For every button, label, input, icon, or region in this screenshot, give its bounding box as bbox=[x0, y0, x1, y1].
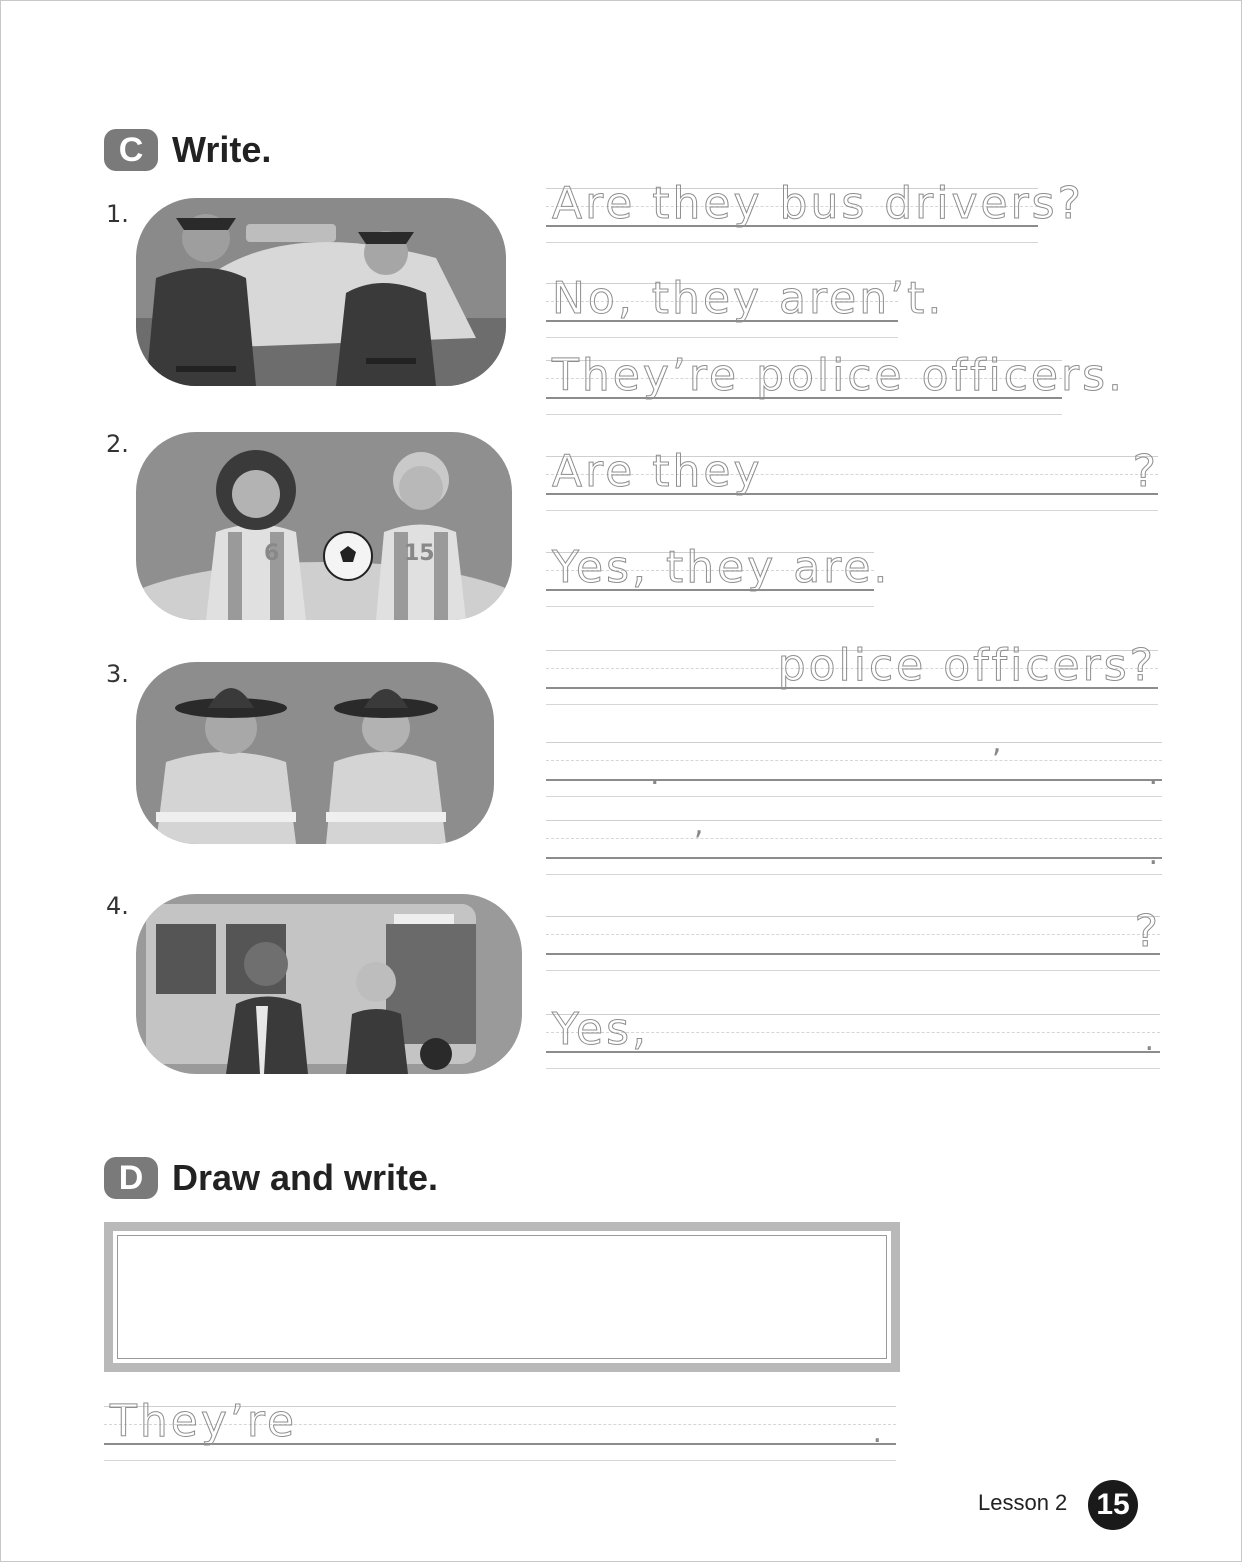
item-2-question-start: Are they bbox=[552, 446, 763, 497]
section-d-title: Draw and write. bbox=[172, 1157, 439, 1198]
drawing-area[interactable] bbox=[104, 1222, 900, 1372]
item-3-question-end: police officers? bbox=[777, 640, 1156, 691]
draw-sentence-line bbox=[104, 1396, 896, 1464]
item-2-answer-line bbox=[546, 542, 891, 610]
item-3-comma: , bbox=[992, 725, 1002, 760]
item-3-question-line bbox=[546, 640, 1158, 708]
section-c-badge: C bbox=[104, 129, 158, 171]
item-1-statement: They’re police officers. bbox=[552, 350, 1125, 401]
item-1-line-3 bbox=[546, 350, 1125, 418]
page-number: 15 bbox=[1088, 1480, 1138, 1530]
item-3-answer-line-1 bbox=[546, 725, 1162, 800]
jersey-number-right: 15 bbox=[404, 541, 435, 566]
item-3-period-2: . bbox=[1148, 757, 1158, 792]
section-d-header bbox=[104, 1157, 438, 1199]
item-3-period-3: . bbox=[1148, 837, 1158, 872]
item-4-question-line bbox=[546, 906, 1160, 974]
item-3-answer-line-2 bbox=[546, 807, 1162, 878]
draw-sentence-start: They’re bbox=[110, 1396, 298, 1447]
item-4-period: . bbox=[1144, 1023, 1154, 1058]
police-officers-illustration bbox=[136, 198, 506, 386]
draw-sentence-period: . bbox=[872, 1415, 882, 1450]
item-4-number: 4. bbox=[106, 892, 129, 920]
firefighters-illustration bbox=[136, 662, 494, 844]
item-3-number: 3. bbox=[106, 660, 129, 688]
bus-drivers-illustration bbox=[136, 894, 522, 1074]
lesson-label: Lesson 2 bbox=[978, 1490, 1068, 1515]
section-d-badge: D bbox=[104, 1157, 158, 1199]
jersey-number-left: 6 bbox=[264, 541, 280, 566]
item-2-answer: Yes, they are. bbox=[552, 542, 891, 593]
item-4-answer-line bbox=[546, 1004, 1160, 1072]
item-1-answer: No, they aren’t. bbox=[552, 273, 945, 324]
item-2-question-mark: ? bbox=[1132, 446, 1156, 497]
item-2-question-line bbox=[546, 446, 1158, 514]
item-1-line-2 bbox=[546, 273, 945, 341]
item-1-question: Are they bus drivers? bbox=[552, 178, 1084, 229]
soccer-players-illustration bbox=[136, 432, 512, 620]
item-4-answer-start: Yes, bbox=[552, 1004, 650, 1055]
section-c-title: Write. bbox=[172, 129, 272, 170]
item-4-question-mark: ? bbox=[1134, 906, 1158, 957]
item-3-comma-2: , bbox=[694, 807, 704, 842]
item-2-number: 2. bbox=[106, 430, 129, 458]
item-1-number: 1. bbox=[106, 200, 129, 228]
item-1-line-1 bbox=[546, 178, 1084, 246]
section-c-header bbox=[104, 129, 271, 171]
item-3-period-1: . bbox=[650, 757, 660, 792]
